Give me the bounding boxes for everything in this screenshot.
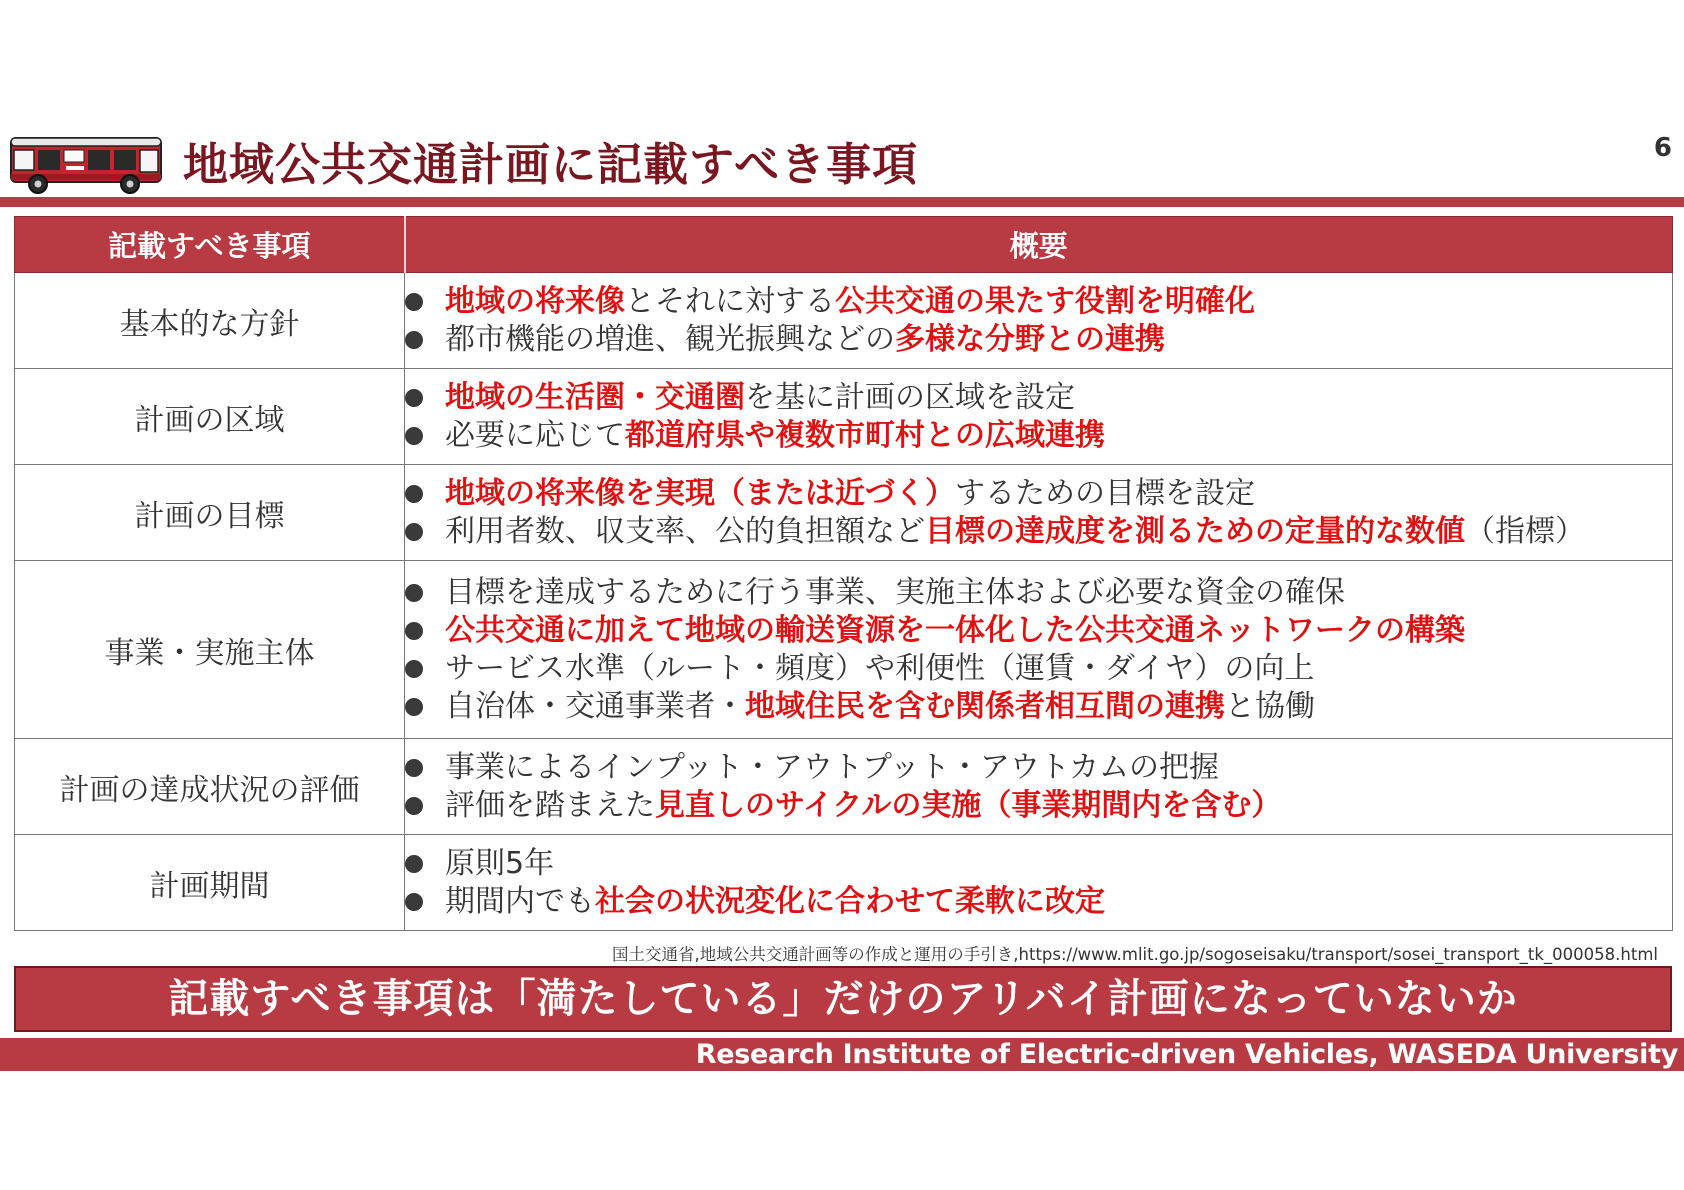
highlight-text: 多様な分野との連携	[895, 321, 1165, 357]
bullet-icon	[405, 698, 423, 716]
title-divider	[0, 197, 1684, 207]
row-item-label: 事業・実施主体	[15, 561, 405, 739]
body-text: 利用者数、収支率、公的負担額など	[445, 513, 925, 549]
highlight-text: 地域住民を含む関係者相互間の連携	[745, 688, 1225, 724]
body-text: 自治体・交通事業者・	[445, 688, 745, 724]
bullet-line	[405, 845, 1672, 883]
body-text: を基に計画の区域を設定	[745, 379, 1075, 415]
bullet-icon	[405, 584, 423, 602]
bullet-line	[405, 283, 1672, 321]
highlight-text: 公共交通の果たす役割を明確化	[835, 283, 1255, 319]
bullet-icon	[405, 389, 423, 407]
body-text: 評価を踏まえた	[445, 787, 655, 823]
bullet-icon	[405, 759, 423, 777]
row-item-label: 計画の達成状況の評価	[15, 739, 405, 835]
highlight-text: 目標の達成度を測るための定量的な数値	[925, 513, 1465, 549]
body-text: 事業によるインプット・アウトプット・アウトカムの把握	[445, 749, 1219, 785]
highlight-text: 地域の将来像	[445, 283, 625, 319]
body-text: 目標を達成するために行う事業、実施主体および必要な資金の確保	[445, 574, 1345, 610]
body-text: サービス水準（ルート・頻度）や利便性（運賃・ダイヤ）の向上	[445, 650, 1315, 686]
bullet-icon	[405, 855, 423, 873]
row-item-label: 計画期間	[15, 835, 405, 931]
table-row	[15, 273, 1673, 369]
conclusion-banner: 記載すべき事項は「満たしている」だけのアリバイ計画になっていないか	[14, 966, 1672, 1032]
row-description	[405, 369, 1673, 465]
bullet-line	[405, 612, 1672, 650]
body-text: と協働	[1225, 688, 1315, 724]
highlight-text: 都道府県や複数市町村との広域連携	[625, 417, 1105, 453]
row-item-label: 計画の目標	[15, 465, 405, 561]
body-text: 必要に応じて	[445, 417, 625, 453]
row-description	[405, 835, 1673, 931]
bullet-icon	[405, 427, 423, 445]
body-text: 都市機能の増進、観光振興などの	[445, 321, 895, 357]
bullet-icon	[405, 622, 423, 640]
row-description	[405, 739, 1673, 835]
bullet-line	[405, 574, 1672, 612]
body-text: とそれに対する	[625, 283, 835, 319]
contents-table	[14, 216, 1673, 931]
highlight-text: 地域の生活圏・交通圏	[445, 379, 745, 415]
table-row	[15, 835, 1673, 931]
row-description	[405, 273, 1673, 369]
table-row	[15, 369, 1673, 465]
bullet-line	[405, 883, 1672, 921]
body-text: 原則5年	[445, 845, 555, 881]
body-text: するための目標を設定	[955, 475, 1255, 511]
header-summary: 概要	[405, 217, 1673, 273]
bullet-icon	[405, 331, 423, 349]
bullet-line	[405, 787, 1672, 825]
table-row	[15, 465, 1673, 561]
body-text: （指標）	[1465, 513, 1585, 549]
bullet-icon	[405, 660, 423, 678]
highlight-text: 地域の将来像を実現（または近づく）	[445, 475, 955, 511]
bullet-line	[405, 475, 1672, 513]
row-item-label: 計画の区域	[15, 369, 405, 465]
bullet-line	[405, 513, 1672, 551]
page-title: 地域公共交通計画に記載すべき事項	[183, 138, 919, 191]
page-number: 6	[1653, 133, 1672, 163]
source-citation: 国土交通省,地域公共交通計画等の作成と運用の手引き,https://www.mlit.go.jp/sogoseisaku/transport/sosei_transport_tk_000058.html	[612, 945, 1658, 964]
highlight-text: 見直しのサイクルの実施（事業期間内を含む）	[655, 787, 1282, 823]
body-text: 期間内でも	[445, 883, 595, 919]
bullet-line	[405, 749, 1672, 787]
bullet-icon	[405, 523, 423, 541]
highlight-text: 公共交通に加えて地域の輸送資源を一体化した公共交通ネットワークの構築	[445, 612, 1465, 648]
table-row	[15, 561, 1673, 739]
highlight-text: 社会の状況変化に合わせて柔軟に改定	[595, 883, 1105, 919]
bullet-line	[405, 688, 1672, 726]
bullet-icon	[405, 797, 423, 815]
row-item-label: 基本的な方針	[15, 273, 405, 369]
bullet-icon	[405, 293, 423, 311]
bullet-line	[405, 650, 1672, 688]
table-header-row	[15, 217, 1673, 273]
bullet-line	[405, 417, 1672, 455]
bus-icon	[10, 134, 168, 196]
table-row	[15, 739, 1673, 835]
row-description	[405, 465, 1673, 561]
bullet-line	[405, 379, 1672, 417]
bullet-icon	[405, 485, 423, 503]
header-item: 記載すべき事項	[15, 217, 405, 273]
bullet-icon	[405, 893, 423, 911]
footer-institution: Research Institute of Electric-driven Vehicles, WASEDA University	[695, 1039, 1678, 1070]
bullet-line	[405, 321, 1672, 359]
row-description	[405, 561, 1673, 739]
